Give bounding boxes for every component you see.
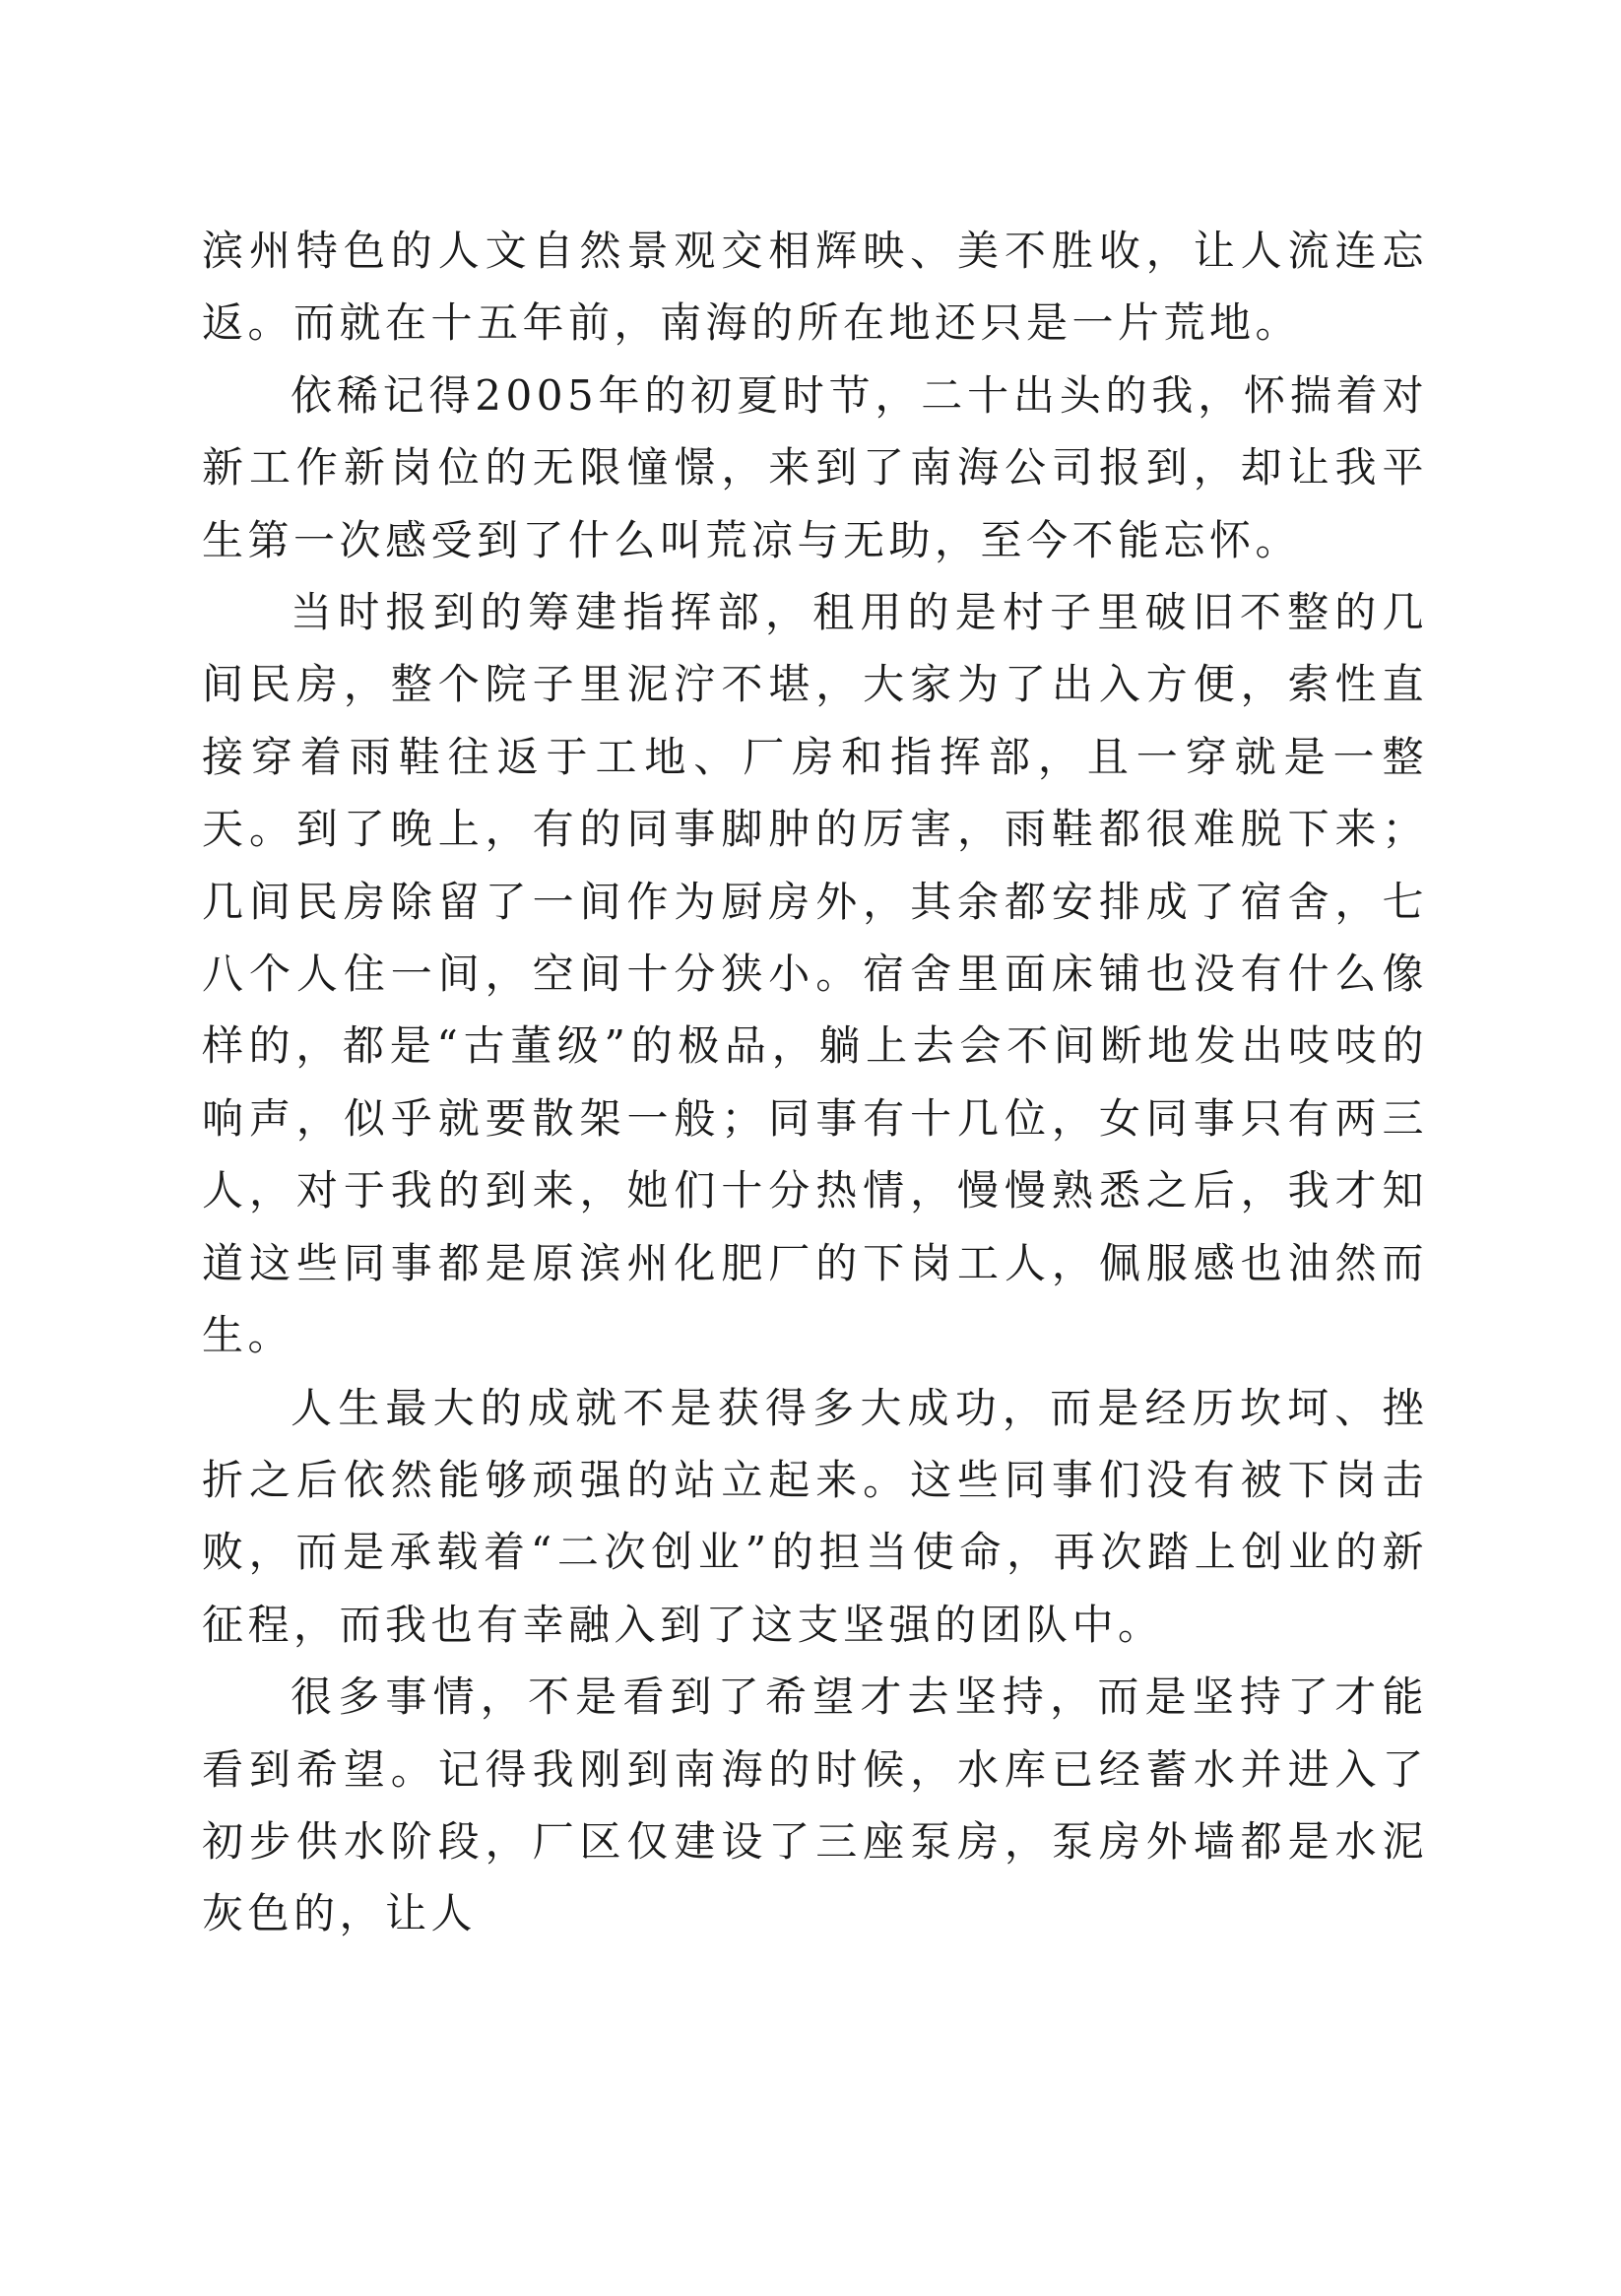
paragraph: 滨州特色的人文自然景观交相辉映、美不胜收，让人流连忘返。而就在十五年前，南海的所在地还只是一片荒地。 [202,227,1428,348]
paragraph: 人生最大的成就不是获得多大成功，而是经历坎坷、挫折之后依然能够顽强的站立起来。这些同事们没有被下岗击败，而是承载着“二次创业”的担当使命，再次踏上创业的新征程，而我也有幸融入到了这支坚强的团队中。 [202,1383,1428,1649]
body-text [202,215,1428,1950]
paragraph: 当时报到的筹建指挥部，租用的是村子里破旧不整的几间民房，整个院子里泥泞不堪，大家为了出入方便，索性直接穿着雨鞋往返于工地、厂房和指挥部，且一穿就是一整天。到了晚上，有的同事脚肿的厉害，雨鞋都很难脱下来；几间民房除留了一间作为厨房外，其余都安排成了宿舍，七八个人住一间，空间十分狭小。宿舍里面床铺也没有什么像样的，都是“古董级”的极品，躺上去会不间断地发出吱吱的响声，似乎就要散架一般；同事有十几位，女同事只有两三人，对于我的到来，她们十分热情，慢慢熟悉之后，我才知道这些同事都是原滨州化肥厂的下岗工人，佩服感也油然而生。 [202,588,1428,1360]
paragraph: 很多事情，不是看到了希望才去坚持，而是坚持了才能看到希望。记得我刚到南海的时候，水库已经蓄水并进入了初步供水阶段，厂区仅建设了三座泵房，泵房外墙都是水泥灰色的，让人 [202,1673,1428,1938]
paragraph: 依稀记得2005年的初夏时节，二十出头的我，怀揣着对新工作新岗位的无限憧憬，来到了南海公司报到，却让我平生第一次感受到了什么叫荒凉与无助，至今不能忘怀。 [202,370,1428,564]
